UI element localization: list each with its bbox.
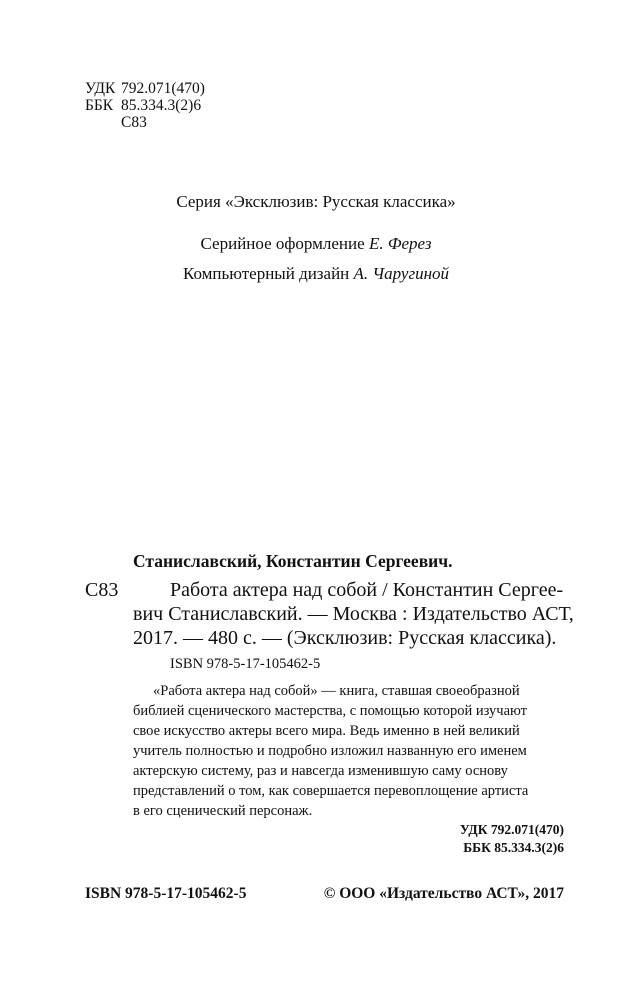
author-heading: Станиславский, Константин Сергеевич.: [133, 551, 453, 571]
description-line-1: Работа актера над собой / Константин Сергее-: [170, 579, 564, 601]
description-line-2: вич Станиславский. — Москва : Издательство АСТ,: [133, 603, 574, 625]
bbk-value: 85.334.3(2)6: [121, 97, 202, 114]
annotation-line-4: учитель полностью и подробно изложил названную его именем: [133, 743, 527, 759]
design-credit: [0, 234, 632, 254]
udk-line: [85, 80, 205, 98]
catalog-bbk: ББК 85.334.3(2)6: [463, 840, 564, 855]
annotation-line-6: представлений о том, как совершается перевоплощение артиста: [133, 783, 529, 799]
catalog-mark: С83: [85, 579, 119, 601]
author-mark-top: С83: [121, 114, 147, 131]
description-line-3: 2017. — 480 с. — (Эксклюзив: Русская классика).: [133, 627, 557, 649]
series-line: Серия «Эксклюзив: Русская классика»: [176, 192, 456, 211]
design-label: Серийное оформление: [200, 234, 365, 253]
computer-design-credit: [0, 264, 632, 284]
footer-isbn: ISBN 978-5-17-105462-5: [85, 885, 247, 902]
udk-label: УДК: [85, 80, 116, 97]
computer-name: А. Чаругиной: [353, 264, 450, 283]
annotation-line-1: «Работа актера над собой» — книга, ставшая своеобразной: [153, 683, 520, 699]
annotation-line-5: актерскую систему, раз и навсегда изменившую саму основу: [133, 763, 508, 779]
copyright: © ООО «Издательство АСТ», 2017: [323, 885, 564, 902]
catalog-isbn: ISBN 978-5-17-105462-5: [170, 656, 321, 672]
design-name: Е. Ферез: [368, 234, 432, 253]
bbk-label: ББК: [85, 97, 114, 114]
udk-value: 792.071(470): [121, 80, 205, 97]
annotation-line-2: библией сценического мастерства, с помощью которой изучают: [133, 703, 527, 719]
annotation-line-7: в его сценический персонаж.: [133, 803, 313, 819]
annotation-line-3: свое искусство актеры всего мира. Ведь именно в ней великий: [133, 723, 520, 739]
bbk-line: [85, 97, 201, 115]
computer-label: Компьютерный дизайн: [182, 264, 350, 283]
catalog-udk: УДК 792.071(470): [459, 822, 564, 837]
